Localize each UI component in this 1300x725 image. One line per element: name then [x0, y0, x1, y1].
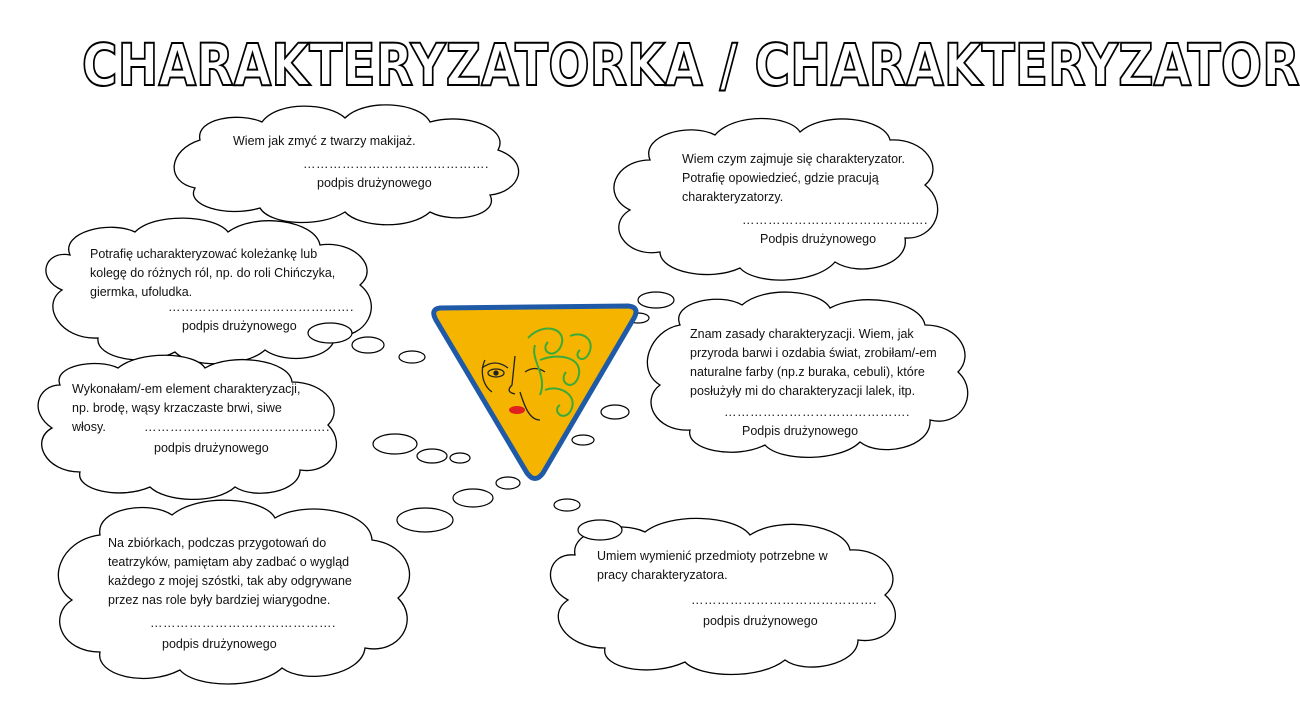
signature-line: …………………………………….: [724, 405, 910, 419]
thought-cloud-4: [690, 325, 937, 441]
page-title: CHARAKTERYZATORKA / CHARAKTERYZATOR: [81, 31, 1300, 99]
thought-cloud-2: [682, 150, 928, 249]
signature-line: …………………………………….: [303, 157, 489, 171]
cloud-text: Na zbiórkach, podczas przygotowań do: [108, 536, 327, 550]
cloud-text: Wykonałam/-em element charakteryzacji,: [72, 382, 301, 396]
cloud-text: Potrafię opowiedzieć, gdzie pracują: [682, 171, 879, 185]
cloud-text: przez nas role były bardziej wiarygodne.: [108, 593, 331, 607]
signature-line: …………………………………….: [150, 616, 336, 630]
signature-label: Podpis drużynowego: [742, 424, 859, 438]
cloud-text: pracy charakteryzatora.: [597, 568, 728, 582]
makeup-artist-badge-icon: [434, 306, 636, 479]
thought-cloud-5: [72, 380, 330, 458]
cloud-text: giermka, ufoludka.: [90, 285, 193, 299]
signature-line: …………………………………….: [144, 420, 330, 434]
signature-line: …………………………………….: [691, 593, 877, 607]
signature-label: podpis drużynowego: [317, 176, 432, 190]
cloud-text: posłużyły mi do charakteryzacji lalek, itp.: [690, 384, 916, 398]
signature-label: podpis drużynowego: [182, 319, 297, 333]
thought-cloud-7: [597, 547, 877, 631]
cloud-text: Znam zasady charakteryzacji. Wiem, jak: [690, 327, 914, 341]
cloud-text: teatrzyków, pamiętam aby zadbać o wygląd: [108, 555, 350, 569]
cloud-text: Potrafię ucharakteryzować koleżankę lub: [90, 247, 318, 261]
cloud-text: Umiem wymienić przedmioty potrzebne w: [597, 549, 828, 563]
cloud-text: Wiem jak zmyć z twarzy makijaż.: [233, 134, 416, 148]
cloud-text: charakteryzatorzy.: [682, 190, 784, 204]
thought-cloud-6: [108, 534, 352, 654]
signature-line: …………………………………….: [168, 300, 354, 314]
cloud-text: kolegę do różnych ról, np. do roli Chińczyka,: [90, 266, 336, 280]
signature-label: podpis drużynowego: [154, 441, 269, 455]
signature-label: Podpis drużynowego: [760, 232, 877, 246]
cloud-text: każdego z mojej szóstki, tak aby odgrywane: [108, 574, 352, 588]
thought-cloud-1: [233, 132, 489, 193]
cloud-text: włosy.: [72, 420, 106, 434]
thought-cloud-3: [90, 245, 354, 336]
cloud-text: Wiem czym zajmuje się charakteryzator.: [682, 152, 905, 166]
cloud-text: naturalne farby (np.z buraka, cebuli), które: [690, 365, 925, 379]
cloud-text: przyroda barwi i ozdabia świat, zrobiłam/-em: [690, 346, 937, 360]
signature-label: podpis drużynowego: [162, 637, 277, 651]
signature-line: …………………………………….: [742, 213, 928, 227]
cloud-text: np. brodę, wąsy krzaczaste brwi, siwe: [72, 401, 282, 415]
signature-label: podpis drużynowego: [703, 614, 818, 628]
